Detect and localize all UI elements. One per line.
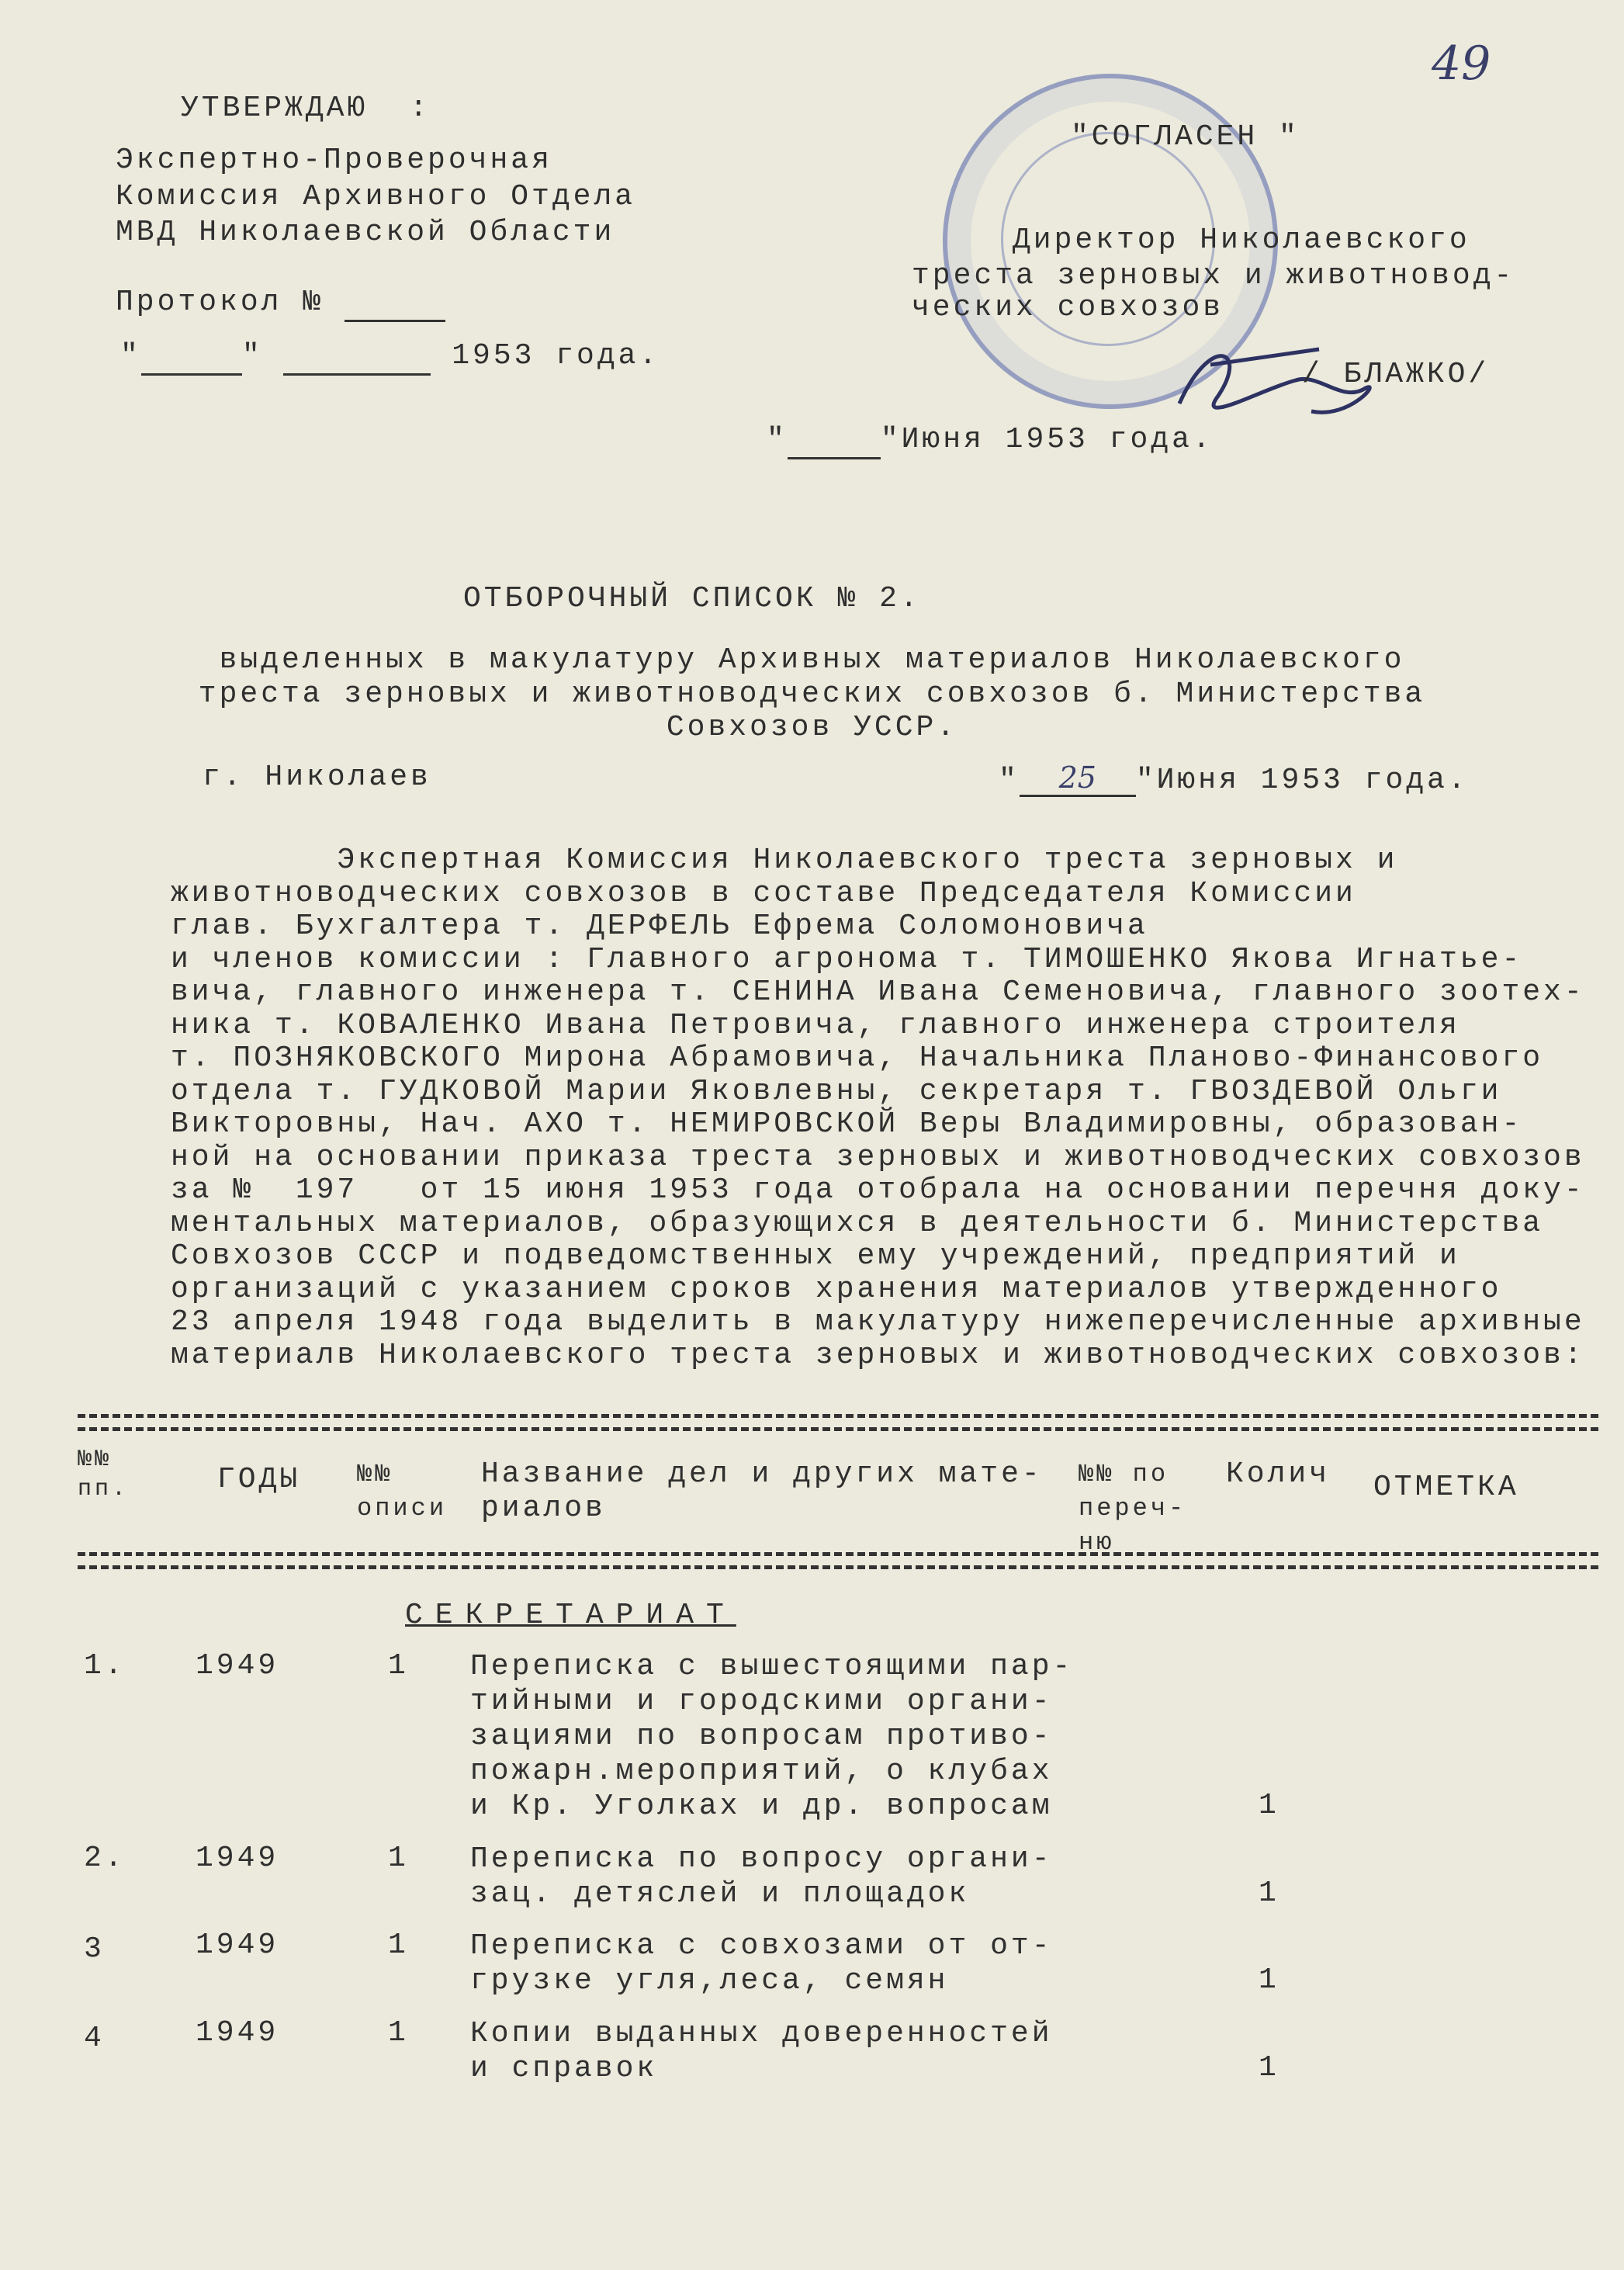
row-opis: 1 — [388, 1649, 409, 1683]
approval-line: МВД Николаевской Области — [116, 216, 615, 249]
approval-line: Комиссия Архивного Отдела — [116, 180, 636, 213]
agreement-signer: / БЛАЖКО/ — [1302, 358, 1490, 391]
header-years: ГОДЫ — [217, 1463, 301, 1496]
row-title: Переписка с совхозами от от- грузке угля,леса, семян — [470, 1929, 1053, 1998]
row-year: 1949 — [196, 1842, 279, 1875]
row-year: 1949 — [196, 1649, 279, 1683]
agreement-line: треста зерновых и животновод- — [912, 259, 1515, 293]
row-qty: 1 — [1259, 2051, 1279, 2085]
row-num: 4 — [84, 2022, 105, 2055]
subtitle-line: треста зерновых и животноводческих совхозов б. Министерства — [198, 678, 1426, 711]
agreement-line: Директор Николаевского — [1013, 224, 1470, 257]
row-title: Переписка по вопросу органи- зац. детяслей и площадок — [470, 1842, 1053, 1911]
paragraph-line: организаций с указанием сроков хранения материалов утвержденного — [171, 1272, 1502, 1306]
row-qty: 1 — [1259, 1877, 1279, 1910]
header-opis: №№ описи — [357, 1460, 448, 1523]
row-opis: 1 — [388, 2016, 409, 2050]
table-header-rule — [78, 1552, 1598, 1569]
paragraph-line: глав. Бухгалтера т. ДЕРФЕЛЬ Ефрема Соломоновича — [171, 910, 1148, 943]
row-qty: 1 — [1259, 1789, 1279, 1822]
agreement-line: ческих совхозов — [912, 291, 1224, 324]
row-qty: 1 — [1259, 1963, 1279, 1997]
approval-date: " " 1953 года. — [120, 339, 660, 376]
paragraph-line: т. ПОЗНЯКОВСКОГО Мирона Абрамовича, Начальника Планово-Финансового — [171, 1041, 1544, 1075]
row-year: 1949 — [196, 1929, 279, 1962]
paragraph-line: Викторовны, Нач. АХО т. НЕМИРОВСКОЙ Веры Владимировны, образован- — [171, 1107, 1523, 1141]
row-num: 3 — [84, 1932, 105, 1966]
row-year: 1949 — [196, 2016, 279, 2050]
subtitle-line: выделенных в макулатуру Архивных материалов Николаевского — [219, 643, 1405, 677]
header-title: Название дел и других мате- риалов — [481, 1457, 1043, 1525]
section-heading: СЕКРЕТАРИАТ — [405, 1599, 736, 1632]
row-num: 2. — [84, 1842, 126, 1875]
table-top-rule — [78, 1414, 1598, 1431]
paragraph-line: материалв Николаевского треста зерновых и животноводческих совхозов: — [171, 1338, 1585, 1372]
paragraph-line: животноводческих совхозов в составе Председателя Комиссии — [171, 876, 1356, 910]
paragraph-line: Совхозов СССР и подведомственных ему учреждений, предприятий и — [171, 1239, 1460, 1273]
paragraph-line: и членов комиссии : Главного агронома т. ТИМОШЕНКО Якова Игнатье- — [171, 942, 1523, 976]
row-title: Копии выданных доверенностей и справок — [470, 2017, 1053, 2085]
agreement-heading: "СОГЛАСЕН " — [1071, 120, 1300, 154]
header-num: №№ пп. — [78, 1447, 130, 1502]
paragraph-line: Экспертная Комиссия Николаевского треста зерновых и — [171, 844, 1398, 877]
approval-line: Экспертно-Проверочная — [116, 144, 552, 177]
paragraph-line: ной на основании приказа треста зерновых и животноводческих совхозов — [171, 1140, 1585, 1174]
row-opis: 1 — [388, 1842, 409, 1875]
header-mark: ОТМЕТКА — [1373, 1471, 1519, 1504]
header-perech: №№ по переч- ню — [1079, 1460, 1187, 1557]
document-title: ОТБОРОЧНЫЙ СПИСОК № 2. — [463, 582, 921, 615]
paragraph-line: ментальных материалов, образующихся в деятельности б. Министерства — [171, 1206, 1544, 1240]
paragraph-line: за № 197 от 15 июня 1953 года отобрала на основании перечня доку- — [171, 1173, 1585, 1207]
row-num: 1. — [84, 1649, 126, 1683]
header-qty: Колич — [1226, 1457, 1331, 1491]
row-title: Переписка с вышестоящими пар- тийными и городскими органи- зациями по вопросам противо- пожарн.мероприятий, о клубах и Кр. Уголках и др. вопросам — [470, 1650, 1074, 1823]
approval-heading: УТВЕРЖДАЮ : — [181, 92, 431, 125]
paragraph-line: вича, главного инженера т. СЕНИНА Ивана Семеновича, главного зоотех- — [171, 976, 1585, 1009]
subtitle-line: Совхозов УССР. — [666, 711, 958, 744]
place: г. Николаев — [203, 761, 431, 794]
body-paragraph — [171, 844, 1606, 1372]
paragraph-line: отдела т. ГУДКОВОЙ Марии Яковлевны, секретаря т. ГВОЗДЕВОЙ Ольги — [171, 1074, 1502, 1108]
page-number: 49 — [1432, 36, 1491, 91]
protocol-label: Протокол № — [116, 286, 445, 322]
paragraph-line: ника т. КОВАЛЕНКО Ивана Петровича, главного инженера строителя — [171, 1008, 1460, 1042]
paragraph-line: 23 апреля 1948 года выделить в макулатуру нижеперечисленные архивные — [171, 1305, 1585, 1339]
row-opis: 1 — [388, 1929, 409, 1962]
document-date: " 25 "Июня 1953 года. — [999, 761, 1469, 797]
agreement-date: " "Июня 1953 года. — [767, 423, 1214, 459]
